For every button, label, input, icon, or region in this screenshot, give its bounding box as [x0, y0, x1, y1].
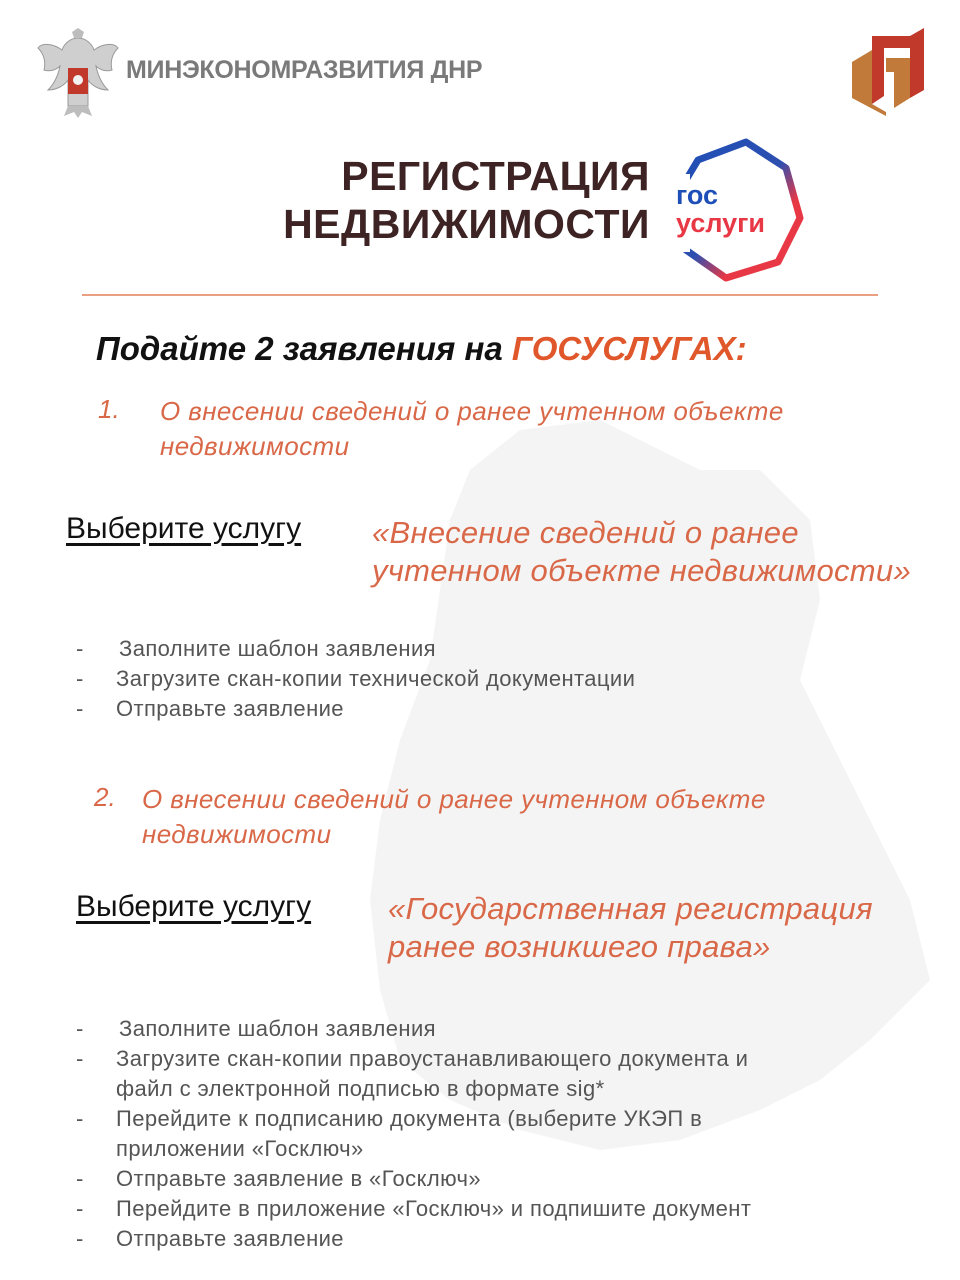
section2-steps: [76, 1014, 751, 1254]
gosuslugi-text-2: услуги: [676, 208, 766, 238]
dnr-coat-of-arms-icon: [34, 28, 122, 118]
title-line-1: РЕГИСТРАЦИЯ: [341, 153, 650, 199]
list-item: [76, 1224, 751, 1254]
section1-service-line2: учтенном объекте недвижимости»: [372, 553, 912, 588]
gosuslugi-text-1: гос: [676, 180, 719, 210]
section1-steps: [76, 634, 635, 724]
list-item-text: Перейдите к подписанию документа (выберите УКЭП в: [116, 1106, 703, 1131]
section1-title-line1: О внесении сведений о ранее учтенном объекте: [160, 396, 784, 426]
list-item-text: Отправьте заявление: [116, 696, 344, 721]
list-dash: -: [76, 696, 84, 721]
section1-choose-label: Выберите услугу: [66, 512, 302, 545]
list-item: [76, 694, 635, 724]
list-dash: -: [76, 1046, 84, 1071]
list-dash: -: [76, 1226, 84, 1251]
list-item: [76, 664, 635, 694]
list-item: [76, 634, 635, 664]
list-item: [76, 1194, 751, 1224]
list-dash: -: [76, 1196, 84, 1221]
list-item-text: приложении «Госключ»: [116, 1136, 364, 1161]
section2-title-line1: О внесении сведений о ранее учтенном объекте: [142, 784, 766, 814]
header-divider: [82, 294, 878, 296]
section2-choose-label: Выберите услугу: [76, 890, 312, 923]
subheading-prefix: Подайте 2 заявления на: [96, 330, 512, 367]
list-dash: -: [76, 1016, 84, 1041]
section1-title: [160, 394, 784, 464]
list-item-text: Перейдите в приложение «Госключ» и подпишите документ: [116, 1196, 752, 1221]
list-item-text: Загрузите скан-копии правоустанавливающего документа и: [116, 1046, 749, 1071]
list-item-text: Отправьте заявление в «Госключ»: [116, 1166, 481, 1191]
mfc-logo-icon: [850, 28, 926, 116]
list-dash: -: [76, 1106, 84, 1131]
subheading: [96, 330, 747, 368]
title-line-2: НЕДВИЖИМОСТИ: [283, 201, 650, 247]
section2-service-name: [388, 890, 873, 966]
section2-number: 2.: [94, 782, 116, 812]
list-item-text: Отправьте заявление: [116, 1226, 344, 1251]
section2-title: [142, 782, 766, 852]
list-item: [76, 1164, 751, 1194]
list-dash: -: [76, 1166, 84, 1191]
section1-service-line1: «Внесение сведений о ранее: [372, 515, 799, 550]
list-item: [76, 1104, 751, 1164]
list-item-text: Заполните шаблон заявления: [119, 636, 436, 661]
section2-service-line1: «Государственная регистрация: [388, 891, 873, 926]
list-item-text: файл с электронной подписью в формате sig*: [116, 1076, 605, 1101]
section2-service-line2: ранее возникшего права»: [388, 929, 771, 964]
list-item: [76, 1014, 751, 1044]
list-item-text: Заполните шаблон заявления: [119, 1016, 436, 1041]
page-title: [250, 152, 650, 248]
list-dash: -: [76, 666, 84, 691]
section1-number: 1.: [98, 394, 120, 424]
subheading-accent: ГОСУСЛУГАХ:: [511, 330, 747, 367]
organization-name: МИНЭКОНОМРАЗВИТИЯ ДНР: [126, 56, 483, 84]
section2-title-line2: недвижимости: [142, 819, 332, 849]
list-item: [76, 1044, 751, 1104]
list-dash: -: [76, 636, 84, 661]
section1-title-line2: недвижимости: [160, 431, 350, 461]
gosuslugi-logo: [668, 138, 806, 282]
list-item-text: Загрузите скан-копии технической документации: [116, 666, 636, 691]
section1-service-name: [372, 514, 911, 590]
